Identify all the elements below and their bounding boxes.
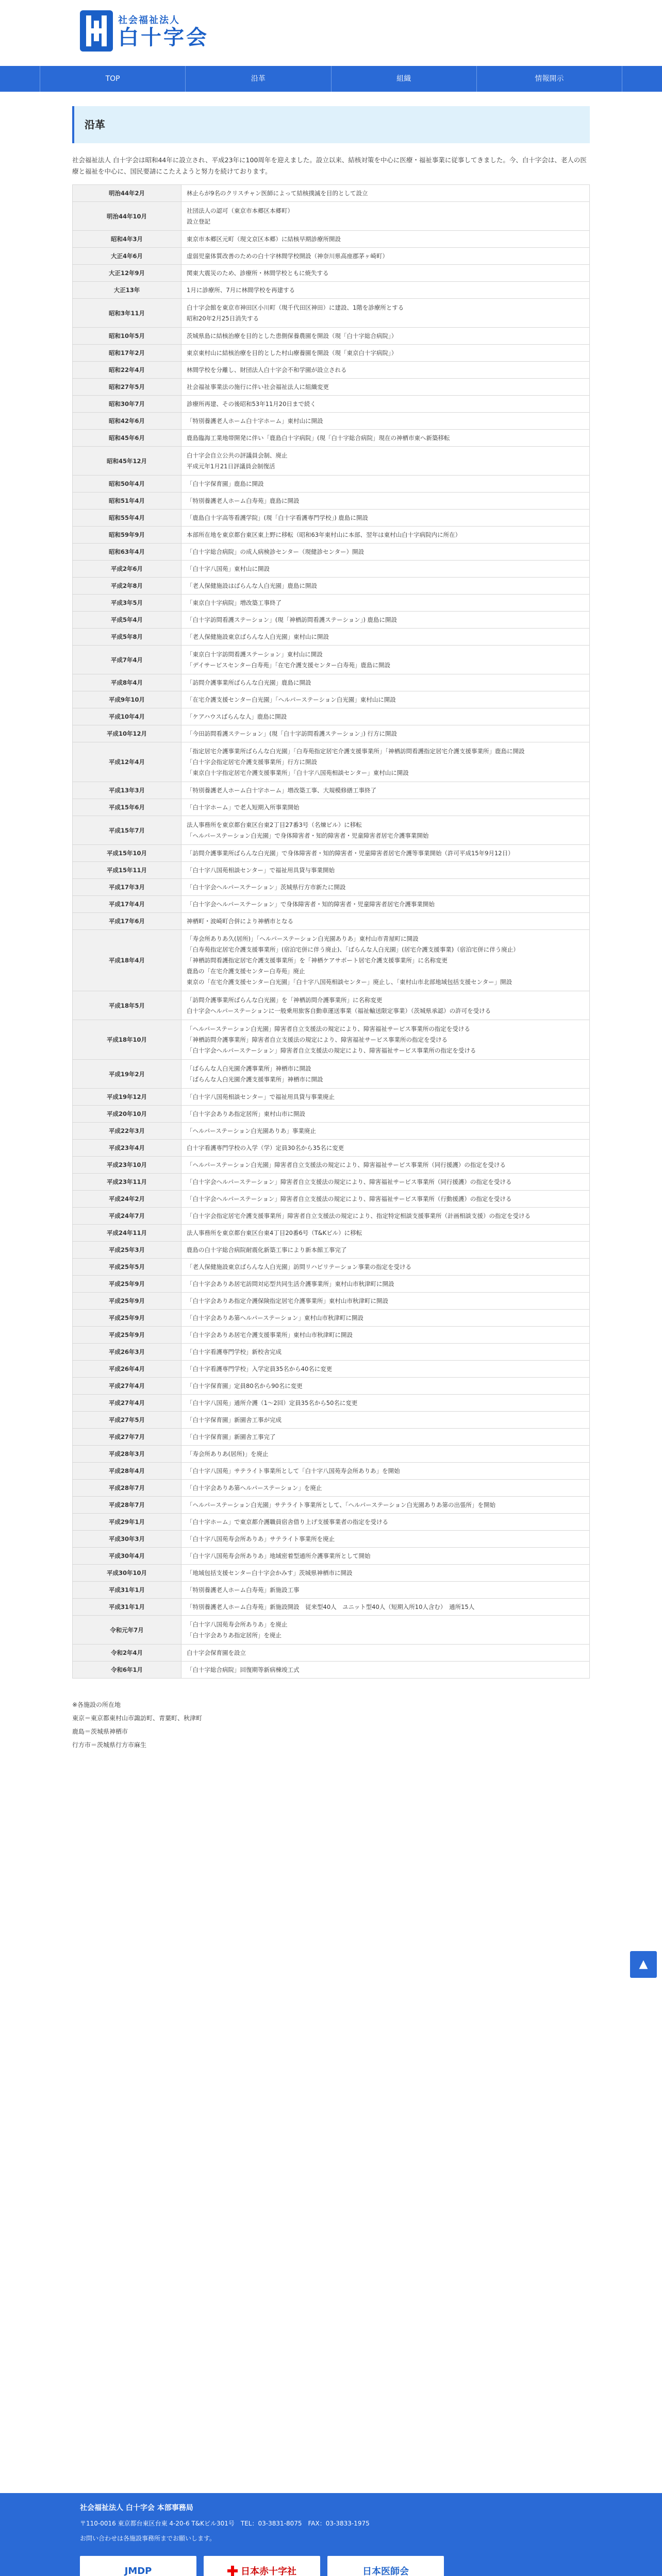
history-date: 平成31年1月 (73, 1582, 181, 1599)
history-date: 平成25年9月 (73, 1293, 181, 1310)
banner-medical-association[interactable] (327, 2556, 444, 2576)
history-date: 平成2年8月 (73, 578, 181, 595)
banner-medical-association-label: 日本医師会 (362, 2566, 409, 2576)
history-row (73, 1310, 590, 1327)
history-row (73, 1123, 590, 1140)
history-description: 林間学校を分離し、財団法人白十字会不和学園が設立される (181, 362, 590, 379)
history-row (73, 362, 590, 379)
history-date: 昭和3年11月 (73, 299, 181, 328)
history-date: 平成27年5月 (73, 1412, 181, 1429)
notes-line: 東京＝東京都東村山市諏訪町、青葉町、秋津町 (72, 1715, 203, 1722)
history-row (73, 1565, 590, 1582)
nav-item-disclosure[interactable]: 情報開示 (476, 66, 622, 92)
history-description: 白十字会保育園を設立 (181, 1645, 590, 1662)
history-row (73, 493, 590, 510)
history-description: 「白十字八国苑」東村山に開設 (181, 561, 590, 578)
history-row (73, 1208, 590, 1225)
history-description: 「白十字総合病院」回復期等新病棟竣工式 (181, 1662, 590, 1679)
history-description: 「白十字会ありあ第ヘルパーステーション」東村山市秋津町に開設 (181, 1310, 590, 1327)
history-date: 平成15年11月 (73, 862, 181, 879)
history-description: 「白十字看護専門学校」入学定員35名から40名に変更 (181, 1361, 590, 1378)
history-row (73, 1548, 590, 1565)
history-description: 「東京白十字訪問看護ステーション」東村山に開設 「デイサービスセンター白寿苑」「在宅介護支援センター白寿苑」鹿島に開設 (181, 646, 590, 674)
history-date: 平成8年4月 (73, 674, 181, 691)
history-date: 大正13年 (73, 282, 181, 299)
history-row (73, 725, 590, 742)
history-date: 令和6年1月 (73, 1662, 181, 1679)
history-description: 茨城県島に結核治療を目的とした患側保養農園を開設（現「白十字総合病院」） (181, 328, 590, 345)
history-description: 「老人保健施設はばらんな人白光園」鹿島に開設 (181, 578, 590, 595)
history-date: 平成25年3月 (73, 1242, 181, 1259)
history-row (73, 1395, 590, 1412)
history-description: 「白十字会ありあ指定居所」東村山市に開設 (181, 1106, 590, 1123)
history-row (73, 1412, 590, 1429)
history-date: 平成23年11月 (73, 1174, 181, 1191)
history-row (73, 544, 590, 561)
history-row (73, 691, 590, 708)
history-description: 「地域包括支援センター白十字会かみす」茨城県神栖市に開設 (181, 1565, 590, 1582)
history-row (73, 1225, 590, 1242)
history-row (73, 396, 590, 413)
history-date: 平成9年10月 (73, 691, 181, 708)
history-description: 白十字会館を東京市神田区小川町（現千代田区神田）に建設、1階を診療所とする 昭和20年2月25日消失する (181, 299, 590, 328)
history-row (73, 1344, 590, 1361)
history-date: 平成30年4月 (73, 1548, 181, 1565)
history-description: 社団法人の認可（東京市本郷区本郷町） 設立登記 (181, 202, 590, 231)
history-description: 「ヘルパーステーション白光園」障害者自立支援法の規定により、障害福祉サービス事業所の指定を受ける 「神栖訪問介護事業所」障害者自立支援法の規定により、障害福祉サービス事業所の指定を受ける 「白十字会ヘルパーステーション」障害者自立支援法の規定により、障害福祉サービス事業所の指定を受ける (181, 1020, 590, 1060)
history-description: 東京東村山に結核治療を目的とした村山療養園を開設（現「東京白十字病院」） (181, 345, 590, 362)
history-date: 平成28年4月 (73, 1463, 181, 1480)
history-description: 林止らが9名のクリスチャン医師によって結核撲滅を目的として設立 (181, 185, 590, 202)
history-date: 平成25年5月 (73, 1259, 181, 1276)
history-row (73, 708, 590, 725)
history-row (73, 345, 590, 362)
banner-red-cross-label: 日本赤十字社 (241, 2566, 296, 2576)
history-description: 「ヘルパーステーション白光園」障害者自立支援法の規定により、障害福祉サービス事業所（同行援護）の指定を受ける (181, 1157, 590, 1174)
history-date: 昭和45年12月 (73, 447, 181, 476)
history-row (73, 1645, 590, 1662)
history-row (73, 1157, 590, 1174)
history-row (73, 430, 590, 447)
history-row (73, 896, 590, 913)
history-description: 関東大震災のため、診療所・林間学校ともに焼失する (181, 265, 590, 282)
history-row (73, 248, 590, 265)
history-date: 平成27年4月 (73, 1378, 181, 1395)
history-date: 平成27年7月 (73, 1429, 181, 1446)
history-date: 昭和10年5月 (73, 328, 181, 345)
site-logo[interactable] (80, 10, 209, 52)
global-nav (0, 66, 662, 92)
history-date: 令和2年4月 (73, 1645, 181, 1662)
history-description: 「白十字八国苑」通所介護（1～2回）定員35名から50名に変更 (181, 1395, 590, 1412)
notes-line: 鹿島＝茨城県神栖市 (72, 1728, 128, 1735)
history-description: 「白十字総合病院」の成人病検診センター（現健診センター）開設 (181, 544, 590, 561)
history-date: 大正12年9月 (73, 265, 181, 282)
history-description: 「白十字会ありあ居宅訪問対応型共同生活介護事業所」東村山市秋津町に開設 (181, 1276, 590, 1293)
site-footer (0, 2493, 662, 2576)
history-description: 「白十字八国苑寿会所ありあ」サテライト事業所を廃止 (181, 1531, 590, 1548)
history-description: 東京市本郷区元町（現文京区本郷）に結核早期診療所開設 (181, 231, 590, 248)
history-description: 「特別養護老人ホーム白十字ホーム」東村山に開設 (181, 413, 590, 430)
history-row (73, 561, 590, 578)
history-row (73, 447, 590, 476)
history-date: 平成18年5月 (73, 991, 181, 1020)
history-row (73, 231, 590, 248)
footer-address: 〒110-0016 東京都台東区台東 4-20-6 T&Kビル301号 TEL：03-3831-8075 FAX：03-3833-1975 (80, 2520, 370, 2527)
history-row (73, 879, 590, 896)
history-description: 「白十字訪問看護ステーション」(現「神栖訪問看護ステーション」) 鹿島に開設 (181, 612, 590, 629)
history-date: 平成15年10月 (73, 845, 181, 862)
history-date: 平成26年4月 (73, 1361, 181, 1378)
history-date: 平成19年2月 (73, 1060, 181, 1089)
footer-note: お問い合わせは各施設事務所までお願いします。 (80, 2535, 216, 2542)
history-description: 「白十字保育園」新園舎工事が完成 (181, 1412, 590, 1429)
history-date: 平成24年7月 (73, 1208, 181, 1225)
history-row (73, 1446, 590, 1463)
history-description: 「白十字会ヘルパーステーション」で身体障害者・知的障害者・児童障害者居宅介護事業開始 (181, 896, 590, 913)
history-row (73, 595, 590, 612)
history-description: 「特別養護老人ホーム白十字ホーム」増改築工事、大規模修繕工事終了 (181, 782, 590, 799)
history-date: 平成31年1月 (73, 1599, 181, 1616)
history-description: 鹿島の白十字総合病院耐震化新築工事により新本館工事完了 (181, 1242, 590, 1259)
history-date: 平成13年3月 (73, 782, 181, 799)
history-description: 「白十字会ヘルパーステーション」障害者自立支援法の規定により、障害福祉サービス事業所（行動援護）の指定を受ける (181, 1191, 590, 1208)
history-row (73, 674, 590, 691)
history-date: 大正4年6月 (73, 248, 181, 265)
history-date: 平成7年4月 (73, 646, 181, 674)
history-date: 平成10年12月 (73, 725, 181, 742)
history-date: 平成10年4月 (73, 708, 181, 725)
history-date: 昭和42年6月 (73, 413, 181, 430)
red-cross-icon (227, 2566, 238, 2576)
history-row (73, 1616, 590, 1645)
history-row (73, 816, 590, 845)
history-date: 平成17年3月 (73, 879, 181, 896)
history-row (73, 510, 590, 527)
history-date: 平成23年4月 (73, 1140, 181, 1157)
history-description: 「白十字保育園」新園舎工事完了 (181, 1429, 590, 1446)
page-title: 沿革 (72, 106, 590, 143)
history-date: 平成15年6月 (73, 799, 181, 816)
history-description: 「今田訪問看護ステーション」(現「白十字訪問看護ステーション」) 行方に開設 (181, 725, 590, 742)
history-description: 「東京白十字病院」増改築工事終了 (181, 595, 590, 612)
history-date: 平成3年5月 (73, 595, 181, 612)
history-description: 「白十字会ヘルパーステーション」茨城県行方市新たに開設 (181, 879, 590, 896)
history-date: 平成28年3月 (73, 1446, 181, 1463)
history-row (73, 1327, 590, 1344)
history-row (73, 742, 590, 782)
history-row (73, 328, 590, 345)
main-content (72, 106, 590, 1752)
history-row (73, 1191, 590, 1208)
history-description: 「白十字八国苑相談センター」で福祉用具貸与事業開始 (181, 862, 590, 879)
nav-item-top[interactable]: TOP (40, 66, 185, 92)
history-description: 「指定居宅介護事業所ばらんな白光園」「白寿苑指定居宅介護支援事業所」「神栖訪問看護指定居宅介護支援事業所」鹿島に開設 「白十字会指定居宅介護支援事業所」行方に開設 「東京白十字指定居宅介護支援事業所」「白十字八国苑相談センター」東村山に開設 (181, 742, 590, 782)
history-description: 虚弱児童体質改善のための白十字林間学校開設（神奈川県高座郡茅ヶ崎町） (181, 248, 590, 265)
history-row (73, 527, 590, 544)
nav-item-history[interactable]: 沿革 (185, 66, 330, 92)
history-row (73, 202, 590, 231)
history-description: 「特別養護老人ホーム白寿苑」新施設工事 (181, 1582, 590, 1599)
history-date: 平成20年10月 (73, 1106, 181, 1123)
history-date: 令和元年7月 (73, 1616, 181, 1645)
history-date: 平成17年4月 (73, 896, 181, 913)
history-row (73, 913, 590, 930)
history-description: 「白十字会ヘルパーステーション」障害者自立支援法の規定により、障害福祉サービス事業所（同行援護）の指定を受ける (181, 1174, 590, 1191)
history-row (73, 1020, 590, 1060)
history-description: 法人事務所を東京都台東区台東2丁目27番3号（名煉ビル）に移転 「ヘルパーステーション白光園」で身体障害者・知的障害者・児童障害者居宅介護事業開始 (181, 816, 590, 845)
history-date: 平成12年4月 (73, 742, 181, 782)
history-date: 平成25年9月 (73, 1310, 181, 1327)
history-date: 平成28年7月 (73, 1480, 181, 1497)
page-top-button[interactable]: ▲ (630, 1951, 657, 1978)
history-date: 昭和55年4月 (73, 510, 181, 527)
history-date: 平成25年9月 (73, 1276, 181, 1293)
history-description: 「老人保健施設東京ばらんな人白光園」東村山に開設 (181, 629, 590, 646)
history-date: 明治44年10月 (73, 202, 181, 231)
history-row (73, 1140, 590, 1157)
intro-text: 社会福祉法人 白十字会は昭和44年に設立され、平成23年に100周年を迎えました。設立以来、結核対策を中心に医療・福祉事業に従事してきました。今、白十字会は、老人の医療と福祉を中心に、国民要請にこたえようと努力を続けております。 (72, 156, 587, 175)
history-date: 昭和30年7月 (73, 396, 181, 413)
history-date: 平成15年7月 (73, 816, 181, 845)
history-date: 平成5年4月 (73, 612, 181, 629)
history-description: 神栖町・波崎町合併により神栖市となる (181, 913, 590, 930)
history-row (73, 1089, 590, 1106)
history-row (73, 862, 590, 879)
history-date: 昭和27年5月 (73, 379, 181, 396)
history-description: 「在宅介護支援センター白光園」「ヘルパーステーション白光園」東村山に開設 (181, 691, 590, 708)
history-date: 平成2年6月 (73, 561, 181, 578)
history-row (73, 1106, 590, 1123)
notes-line: 行方市＝茨城県行方市麻生 (72, 1741, 147, 1749)
history-date: 平成22年3月 (73, 1123, 181, 1140)
history-date: 昭和59年9月 (73, 527, 181, 544)
location-notes (72, 1698, 590, 1752)
history-row (73, 1060, 590, 1089)
history-description: 「ばらんな人白光園介護事業所」神栖市に開設 「ばらんな人白光園介護支援事業所」神栖市に開設 (181, 1060, 590, 1089)
history-date: 平成24年11月 (73, 1225, 181, 1242)
history-row (73, 413, 590, 430)
banner-jmdp-label: JMDP (124, 2565, 152, 2576)
banner-jmdp[interactable] (80, 2556, 196, 2576)
history-description: 「白十字八国苑相談センター」で福祉用具貸与事業廃止 (181, 1089, 590, 1106)
history-date: 平成28年7月 (73, 1497, 181, 1514)
history-row (73, 799, 590, 816)
history-description: 「ヘルパーステーション白光園ありあ」事業廃止 (181, 1123, 590, 1140)
history-description: 白十字会自立公共の評議員会制、廃止 平成元年1月21日評議員会制復活 (181, 447, 590, 476)
history-row (73, 1242, 590, 1259)
history-row (73, 782, 590, 799)
history-row (73, 185, 590, 202)
history-description: 白十字看護専門学校の入学（学）定員30名から35名に変更 (181, 1140, 590, 1157)
history-description: 「訪問介護事業所ばらんな白光園」鹿島に開設 (181, 674, 590, 691)
history-description: 「白十字八国苑寿会所ありあ」を廃止 「白十字会ありあ指定居所」を廃止 (181, 1616, 590, 1645)
history-row (73, 299, 590, 328)
history-row (73, 1259, 590, 1276)
history-row (73, 1599, 590, 1616)
history-date: 昭和4年3月 (73, 231, 181, 248)
history-row (73, 612, 590, 629)
logo-mark-icon (80, 10, 113, 52)
history-date: 昭和17年2月 (73, 345, 181, 362)
history-description: 「白十字ホーム」で老人短期入所事業開始 (181, 799, 590, 816)
history-description: 「白十字保育園」鹿島に開設 (181, 476, 590, 493)
history-description: 「訪問介護事業所ばらんな白光園」を「神栖訪問介護事業所」に名称変更 白十字会ヘルパーステーションに一般乗用旅客自動車運送事業（福祉輸送限定事業）（茨城県承認）の許可を受ける (181, 991, 590, 1020)
history-date: 平成27年4月 (73, 1395, 181, 1412)
history-description: 「白十字八国苑」サテライト事業所として「白十字八国苑寿会所ありあ」を開始 (181, 1463, 590, 1480)
history-description: 「白十字会ありあ居宅介護支援事業所」東村山市秋津町に開設 (181, 1327, 590, 1344)
history-date: 平成24年2月 (73, 1191, 181, 1208)
footer-banners (80, 2556, 595, 2576)
logo-small-text: 社会福祉法人 (118, 15, 180, 26)
history-description: 1月に診療所、7月に林間学校を再建する (181, 282, 590, 299)
history-description: 「特別養護老人ホーム白寿苑」鹿島に開設 (181, 493, 590, 510)
history-row (73, 379, 590, 396)
history-date: 昭和51年4月 (73, 493, 181, 510)
history-description: 「寿会所ありあ久(居所)」「ヘルパーステーション白光園ありあ」東村山市青屋町に開設 「白寿苑指定居宅介護支援事業所」(宿泊宅併に伴う廃止)、「ばらんな人白光園」(居宅介護支援事業)（宿泊宅併に伴う廃止） 「神栖訪問看護指定居宅介護支援事業所」を「神栖ケアサポート居宅介護支援事業所」に名称変更 鹿島の「在宅介護支援センター白寿苑」廃止 東京の「在宅介護支援センター白光園」「白十字八国苑相談センター」廃止し、「東村山市北部地域包括支援センター」開設 (181, 930, 590, 991)
history-description: 鹿島臨海工業地帯開発に伴い「鹿島白十字病院」(現「白十字総合病院」現在の神栖市東へ新築移転 (181, 430, 590, 447)
history-description: 本部所在地を東京都台東区東上野に移転（昭和63年東村山に本部、翌年は東村山白十字病院内に所在） (181, 527, 590, 544)
history-row (73, 1174, 590, 1191)
history-row (73, 1480, 590, 1497)
history-row (73, 930, 590, 991)
history-row (73, 1429, 590, 1446)
history-description: 診療所再建、その後昭和53年11月20日まで続く (181, 396, 590, 413)
history-description: 「白十字保育園」定員80名から90名に変更 (181, 1378, 590, 1395)
history-row (73, 282, 590, 299)
history-row (73, 991, 590, 1020)
history-date: 平成18年10月 (73, 1020, 181, 1060)
history-row (73, 1582, 590, 1599)
history-description: 「ケアハウスばらんな人」鹿島に開設 (181, 708, 590, 725)
history-description: 「白十字看護専門学校」新校舎完成 (181, 1344, 590, 1361)
history-date: 昭和63年4月 (73, 544, 181, 561)
history-date: 昭和22年4月 (73, 362, 181, 379)
history-description: 「白十字八国苑寿会所ありあ」地域密着型通所介護事業所として開始 (181, 1548, 590, 1565)
history-description: 「寿会所ありあ(居所)」を廃止 (181, 1446, 590, 1463)
history-row (73, 476, 590, 493)
history-row (73, 1531, 590, 1548)
history-table (72, 184, 590, 1679)
history-date: 平成17年6月 (73, 913, 181, 930)
notes-heading: ※各施設の所在地 (72, 1701, 121, 1708)
history-date: 平成5年8月 (73, 629, 181, 646)
history-description: 法人事務所を東京都台東区台東4丁目20番6号（T&Kビル）に移転 (181, 1225, 590, 1242)
history-description: 「白十字会ありあ指定介護保険指定居宅介護事業所」東村山市秋津町に開設 (181, 1293, 590, 1310)
history-date: 平成18年4月 (73, 930, 181, 991)
history-row (73, 845, 590, 862)
history-row (73, 1662, 590, 1679)
history-description: 「白十字ホーム」で東京都介護職員宿舎借り上げ支援事業者の指定を受ける (181, 1514, 590, 1531)
history-description: 「訪問介護事業所ばらんな白光園」で身体障害者・知的障害者・児童障害者居宅介護等事業開始（許可平成15年9月12日） (181, 845, 590, 862)
banner-red-cross[interactable] (204, 2556, 320, 2576)
history-row (73, 1361, 590, 1378)
history-description: 「鹿島白十字高等看護学院」(現「白十字看護専門学校」) 鹿島に開設 (181, 510, 590, 527)
history-date: 平成26年3月 (73, 1344, 181, 1361)
history-row (73, 1378, 590, 1395)
logo-big-text: 白十字会 (118, 26, 209, 49)
history-date: 昭和50年4月 (73, 476, 181, 493)
history-row (73, 1293, 590, 1310)
history-description: 「白十字会指定居宅介護支援事業所」障害者自立支援法の規定により、指定特定相談支援事業所（計画相談支援）の指定を受ける (181, 1208, 590, 1225)
history-description: 「特別養護老人ホーム白寿苑」新施設開設 従来型40人 ユニット型40人（短期入所10人含む） 通所15人 (181, 1599, 590, 1616)
history-row (73, 265, 590, 282)
history-description: 社会福祉事業法の施行に伴い社会福祉法人に組織変更 (181, 379, 590, 396)
history-date: 平成19年12月 (73, 1089, 181, 1106)
history-row (73, 1463, 590, 1480)
history-description: 「白十字会ありあ第ヘルパーステーション」を廃止 (181, 1480, 590, 1497)
history-description: 「ヘルパーステーション白光園」サテライト事業所として、「ヘルパーステーション白光園ありあ第の出張所」を開始 (181, 1497, 590, 1514)
nav-item-organization[interactable]: 組織 (331, 66, 476, 92)
history-row (73, 646, 590, 674)
footer-org-name: 社会福祉法人 白十字会 本部事務局 (80, 2504, 193, 2512)
history-row (73, 1514, 590, 1531)
history-date: 平成29年1月 (73, 1514, 181, 1531)
history-date: 明治44年2月 (73, 185, 181, 202)
history-date: 平成23年10月 (73, 1157, 181, 1174)
site-header (0, 0, 662, 66)
history-row (73, 1497, 590, 1514)
history-date: 平成25年9月 (73, 1327, 181, 1344)
history-row (73, 629, 590, 646)
history-row (73, 1276, 590, 1293)
history-date: 昭和45年6月 (73, 430, 181, 447)
history-date: 平成30年10月 (73, 1565, 181, 1582)
history-row (73, 578, 590, 595)
history-description: 「老人保健施設東京ばらんな人白光園」訪問リハビリテーション事業の指定を受ける (181, 1259, 590, 1276)
history-date: 平成30年3月 (73, 1531, 181, 1548)
